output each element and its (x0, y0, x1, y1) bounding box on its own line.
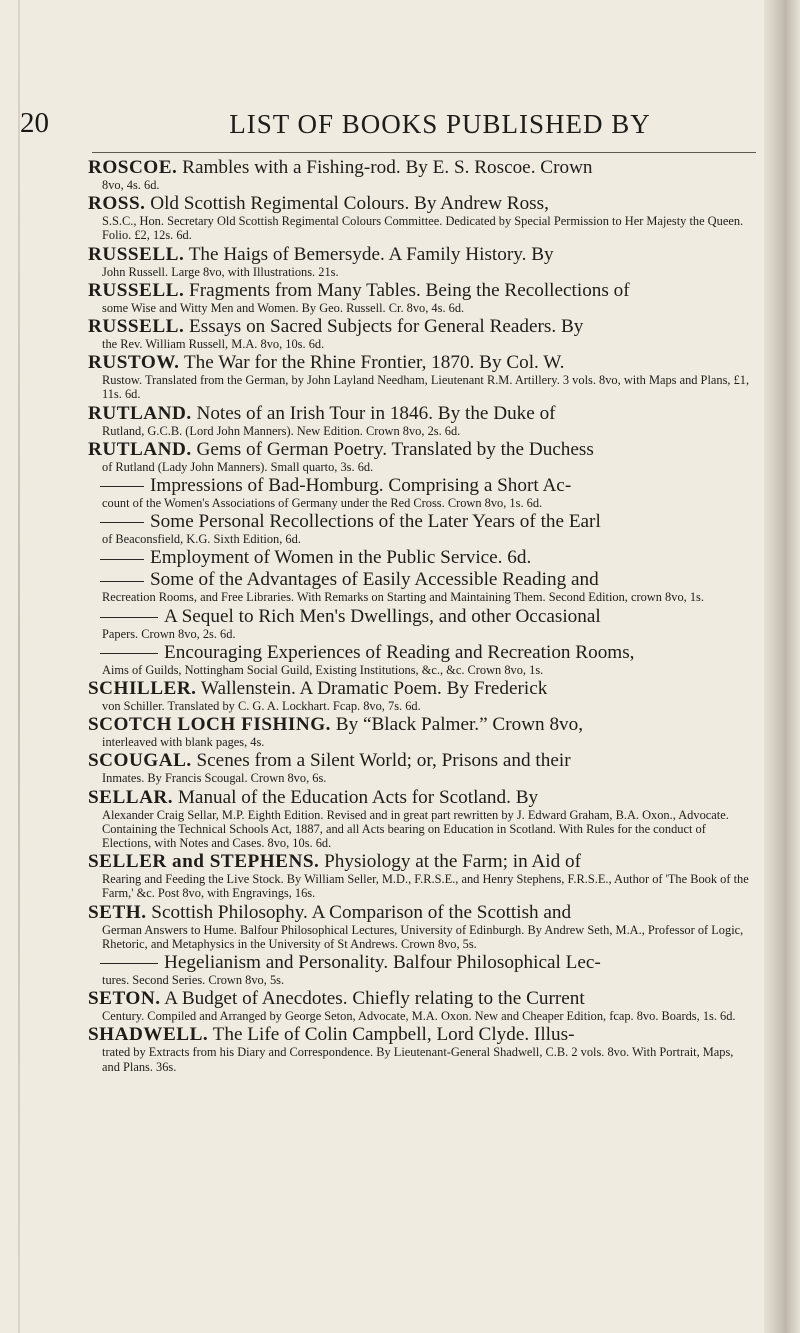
entry-author: RUSSELL. (88, 243, 185, 265)
entry-author: RUSSELL. (88, 316, 185, 338)
entry-title: Essays on Sacred Subjects for General Readers. By (189, 316, 584, 338)
book-entry (88, 245, 752, 279)
book-entry (88, 440, 752, 474)
entry-details: Aims of Guilds, Nottingham Social Guild, Existing Institutions, &c., &c. Crown 8vo, 1s. (102, 662, 544, 677)
book-entry (88, 281, 752, 315)
entry-details: 8vo, 4s. 6d. (102, 178, 160, 192)
entry-title: Wallenstein. A Dramatic Poem. By Frederick (200, 678, 548, 700)
entry-author: SHADWELL. (88, 1024, 209, 1046)
entry-title: Scottish Philosophy. A Comparison of the Scottish and (151, 901, 572, 923)
entry-title: A Budget of Anecdotes. Chiefly relating to the Current (164, 988, 585, 1010)
book-entry (88, 989, 752, 1023)
page-number: 20 (20, 107, 49, 139)
page-edge-shadow (764, 0, 800, 1333)
entry-details: count of the Women's Associations of Germany under the Red Cross. Crown 8vo, 1s. 6d. (102, 496, 543, 511)
entry-title-line (88, 548, 752, 568)
entry-title-line (88, 989, 752, 1009)
entry-author: SETON. (88, 988, 161, 1010)
entry-details: Rutland, G.C.B. (Lord John Manners). New Edition. Crown 8vo, 2s. 6d. (102, 423, 461, 438)
entry-title-line (88, 1025, 752, 1045)
entry-title-line (88, 353, 752, 373)
entry-title: Physiology at the Farm; in Aid of (324, 851, 581, 873)
entry-title: By “Black Palmer.” Crown 8vo, (335, 714, 584, 736)
entry-details: S.S.C., Hon. Secretary Old Scottish Regimental Colours Committee. Dedicated by Special Permission to Her Majesty the Queen. Folio. £2, 12s. 6d. (102, 214, 744, 243)
entry-author: ROSS. (88, 193, 146, 215)
entry-author: SCHILLER. (88, 678, 197, 700)
book-list (88, 158, 752, 1076)
entry-title-line (88, 679, 752, 699)
entry-title-line (88, 158, 752, 178)
header-rule (92, 152, 756, 153)
entry-author: SELLER and STEPHENS. (88, 851, 320, 873)
entry-title: Impressions of Bad-Homburg. Comprising a Short Ac- (150, 475, 572, 497)
entry-title: A Sequel to Rich Men's Dwellings, and other Occasional (164, 605, 601, 627)
entry-details: Papers. Crown 8vo, 2s. 6d. (102, 626, 236, 641)
entry-title-line (88, 440, 752, 460)
entry-author: ROSCOE. (88, 157, 178, 178)
entry-title: Scenes from a Silent World; or, Prisons and their (196, 750, 571, 772)
ditto-dash (100, 653, 158, 654)
entry-title: Employment of Women in the Public Service. 6d. (150, 547, 532, 569)
book-entry (88, 607, 752, 641)
entry-details: Rearing and Feeding the Live Stock. By William Seller, M.D., F.R.S.E., and Henry Stephens, F.R.S.E., Author of 'The Book of the Farm,' &c. Post 8vo, with Engravings, 16s. (102, 872, 749, 901)
entry-title: Some of the Advantages of Easily Accessible Reading and (150, 569, 599, 591)
entry-title-line (88, 715, 752, 735)
book-entry (88, 751, 752, 785)
book-entry (88, 404, 752, 438)
entry-author: RUSSELL. (88, 279, 185, 301)
entry-details: Inmates. By Francis Scougal. Crown 8vo, 6s. (102, 771, 327, 786)
entry-title-line (88, 404, 752, 424)
entry-title: Encouraging Experiences of Reading and Recreation Rooms, (164, 641, 635, 663)
entry-title-line (88, 903, 752, 923)
entry-details: of Beaconsfield, K.G. Sixth Edition, 6d. (102, 532, 301, 547)
entry-title-line (88, 570, 752, 590)
book-entry (88, 317, 752, 351)
entry-details: Alexander Craig Sellar, M.P. Eighth Edition. Revised and in great part rewritten by J. Edward Graham, B.A. Oxon., Advocate. Containing the Technical Schools Act, 1887, and all Acts bearing on Education in Scotland. With Rules for the conduct of Elections, with Notes and Cases. 8vo, 10s. 6d. (102, 807, 729, 851)
entry-title: Some Personal Recollections of the Later Years of the Earl (150, 511, 601, 533)
entry-details: the Rev. William Russell, M.A. 8vo, 10s. 6d. (102, 337, 325, 352)
entry-details: German Answers to Hume. Balfour Philosophical Lectures, University of Edinburgh. By Andrew Seth, M.A., Professor of Logic, Rhetoric, and Metaphysics in the University of St Andrews. Crown 8vo, 5s. (102, 922, 744, 951)
entry-title-line (88, 852, 752, 872)
entry-details: interleaved with blank pages, 4s. (102, 735, 265, 750)
book-entry (88, 476, 752, 510)
book-entry (88, 788, 752, 851)
entry-details: Recreation Rooms, and Free Libraries. With Remarks on Starting and Maintaining Them. Second Edition, crown 8vo, 1s. (102, 590, 704, 605)
entry-title-line (88, 953, 752, 973)
entry-title-line (88, 281, 752, 301)
entry-title: Rambles with a Fishing-rod. By E. S. Roscoe. Crown (182, 157, 593, 178)
ditto-dash (100, 581, 144, 582)
entry-title: Hegelianism and Personality. Balfour Philosophical Lec- (164, 952, 601, 974)
entry-title: The War for the Rhine Frontier, 1870. By Col. W. (183, 352, 565, 374)
ditto-dash (100, 522, 144, 523)
book-entry (88, 679, 752, 713)
entry-details: of Rutland (Lady John Manners). Small quarto, 3s. 6d. (102, 459, 374, 474)
entry-details: John Russell. Large 8vo, with Illustrations. 21s. (102, 264, 339, 279)
book-entry (88, 852, 752, 900)
entry-author: RUTLAND. (88, 402, 192, 424)
ditto-dash (100, 617, 158, 618)
ditto-dash (100, 486, 144, 487)
book-entry (88, 570, 752, 604)
book-entry (88, 194, 752, 242)
entry-details: Rustow. Translated from the German, by John Layland Needham, Lieutenant R.M. Artillery. 3 vols. 8vo, with Maps and Plans, £1, 11s. 6d. (102, 373, 750, 402)
entry-author: SCOUGAL. (88, 750, 192, 772)
entry-details: von Schiller. Translated by C. G. A. Lockhart. Fcap. 8vo, 7s. 6d. (102, 699, 421, 714)
entry-title: Gems of German Poetry. Translated by the Duchess (196, 438, 594, 460)
entry-title: Fragments from Many Tables. Being the Recollections of (189, 279, 630, 301)
entry-details: Century. Compiled and Arranged by George Seton, Advocate, M.A. Oxon. New and Cheaper Edition, fcap. 8vo. Boards, 1s. 6d. (102, 1009, 736, 1024)
entry-title-line (88, 643, 752, 663)
entry-title: Manual of the Education Acts for Scotland. By (177, 786, 539, 808)
book-entry (88, 953, 752, 987)
book-entry (88, 158, 752, 192)
entry-title-line (88, 245, 752, 265)
entry-author: SELLAR. (88, 786, 174, 808)
entry-title: The Haigs of Bemersyde. A Family History. By (188, 243, 554, 265)
entry-title-line (88, 317, 752, 337)
entry-author: RUTLAND. (88, 438, 192, 460)
book-entry (88, 1025, 752, 1073)
entry-author: RUSTOW. (88, 352, 180, 374)
book-entry (88, 715, 752, 749)
book-entry (88, 643, 752, 677)
entry-title: Notes of an Irish Tour in 1846. By the Duke of (196, 402, 556, 424)
book-entry (88, 353, 752, 401)
entry-title-line (88, 751, 752, 771)
running-title: LIST OF BOOKS PUBLISHED BY (229, 109, 651, 139)
entry-title: Old Scottish Regimental Colours. By Andrew Ross, (150, 193, 549, 215)
book-entry (88, 548, 752, 568)
ditto-dash (100, 963, 158, 964)
entry-title-line (88, 512, 752, 532)
entry-title-line (88, 607, 752, 627)
entry-title-line (88, 476, 752, 496)
entry-title: The Life of Colin Campbell, Lord Clyde. Illus- (212, 1024, 575, 1046)
book-entry (88, 903, 752, 951)
entry-details: trated by Extracts from his Diary and Correspondence. By Lieutenant-General Shadwell, C.B. 2 vols. 8vo. With Portrait, Maps, and Plans. 36s. (102, 1045, 734, 1074)
entry-author: SCOTCH LOCH FISHING. (88, 714, 331, 736)
book-entry (88, 512, 752, 546)
entry-title-line (88, 194, 752, 214)
page-fold-shadow (18, 0, 20, 1333)
entry-title-line (88, 788, 752, 808)
ditto-dash (100, 559, 144, 560)
entry-author: SETH. (88, 901, 147, 923)
entry-details: some Wise and Witty Men and Women. By Geo. Russell. Cr. 8vo, 4s. 6d. (102, 300, 465, 315)
entry-details: tures. Second Series. Crown 8vo, 5s. (102, 973, 285, 988)
